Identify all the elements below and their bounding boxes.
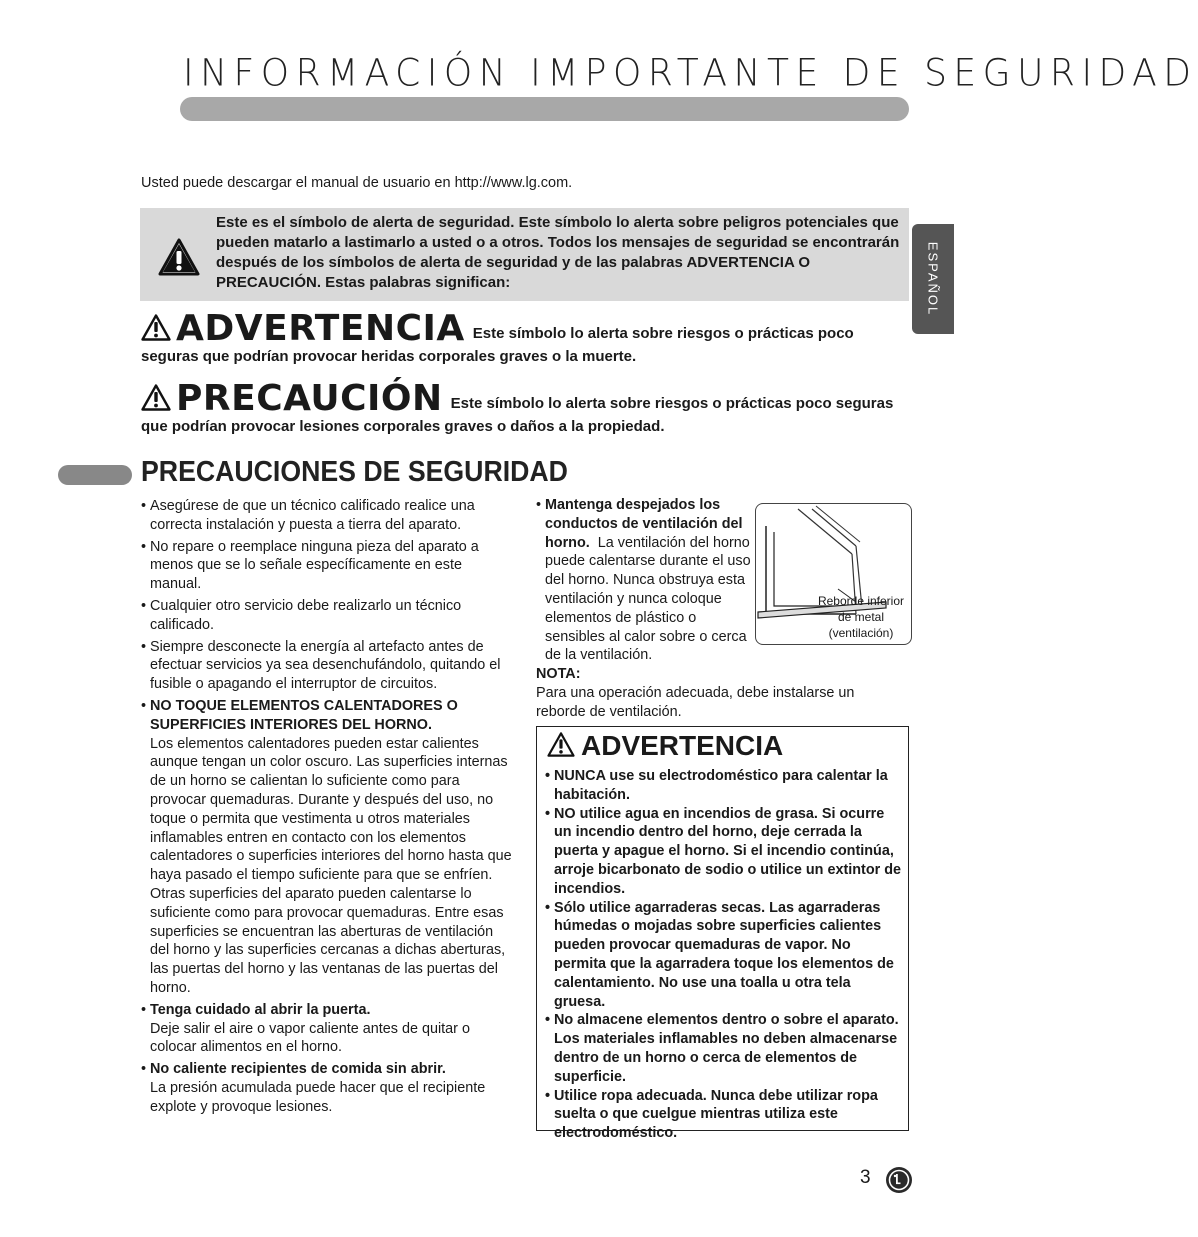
lg-logo-icon [885, 1166, 913, 1194]
left-column [141, 497, 513, 1120]
list-item: • Sólo utilice agarraderas secas. Las agarraderas húmedas o mojadas sobre superficies calientes pueden provocar quemaduras de vapor. No permita que la agarradera toque los elementos de calentamiento. No use una toalla u otra tela gruesa. [545, 899, 902, 1012]
safety-alert-text: Este es el símbolo de alerta de seguridad. Este símbolo lo alerta sobre peligros potenciales que pueden matarlo a lastimarlo a usted o a otros. Todos los mensajes de seguridad se encontrarán después de los símbolos de alerta de seguridad y de las palabras ADVERTENCIA O PRECAUCIÓN. Estas palabras significan: [216, 214, 900, 291]
vent-item [536, 496, 756, 668]
warning-box [536, 726, 909, 1142]
list-item: • NO TOQUE ELEMENTOS CALENTADORES O SUPERFICIES INTERIORES DEL HORNO. Los elementos calentadores pueden estar calientes aunque tengan un color oscuro. Las superficies internas de un horno se calientan lo suficiente como para provocar quemaduras. Durante y después del uso, no toque o permita que vestimenta u otros materiales inflamables entren en contacto con los elementos calentadores o superficies interiores del horno hasta que haya pasado el tiempo suficiente para que se enfríen. Otras superficies del aparato pueden calentarse lo suficiente como para provocar quemaduras. Entre esas superficies se encuentran las aberturas de ventilación del horno y las superficies cercanas a dichas aberturas, las puertas del horno y las ventanas de las puertas del horno. [141, 697, 513, 998]
section-title: PRECAUCIONES DE SEGURIDAD [141, 456, 568, 488]
warning-triangle-icon [547, 732, 575, 757]
language-tab [912, 224, 954, 334]
title-bar [180, 97, 909, 121]
language-tab-label: ESPAÑOL [925, 241, 941, 317]
list-item: • Cualquier otro servicio debe realizarlo un técnico calificado. [141, 597, 513, 635]
list-item: • No almacene elementos dentro o sobre el aparato. Los materiales inflamables no deben almacenarse dentro de un horno o cerca de elementos de superficie. [545, 1011, 902, 1086]
signal-word-caution [141, 378, 911, 438]
signal-word: PRECAUCIÓN [176, 378, 443, 419]
signal-word-text: Este símbolo lo alerta sobre riesgos o prácticas poco seguras que podrían provocar heridas corporales graves o la muerte. [141, 325, 854, 365]
note-label: NOTA: [536, 666, 581, 682]
page-title: INFORMACIÓN IMPORTANTE DE SEGURIDAD [183, 52, 1198, 96]
warning-triangle-icon [141, 384, 171, 411]
figure-caption: Reborde inferior de metal (ventilación) [817, 594, 905, 640]
signal-word: ADVERTENCIA [176, 308, 465, 349]
section-pill [58, 465, 132, 485]
list-item: • NUNCA use su electrodoméstico para calentar la habitación. [545, 767, 902, 805]
note-text: Para una operación adecuada, debe instalarse un reborde de ventilación. [536, 684, 855, 720]
list-item: • Asegúrese de que un técnico calificado realice una correcta instalación y puesta a tierra del aparato. [141, 497, 513, 535]
note [536, 665, 908, 721]
list-item: • Utilice ropa adecuada. Nunca debe utilizar ropa suelta o que cuelgue mientras utiliza este electrodoméstico. [545, 1087, 902, 1143]
page-number: 3 [860, 1167, 871, 1188]
safety-alert-box [140, 208, 909, 301]
list-item: • Siempre desconecte la energía al artefacto antes de efectuar servicios ya sea desenchufándolo, quitando el fusible o apagando el interruptor de circuitos. [141, 638, 513, 694]
intro-text: Usted puede descargar el manual de usuario en http://www.lg.com. [141, 175, 573, 191]
list-item: • Tenga cuidado al abrir la puerta. Deje salir el aire o vapor caliente antes de quitar o colocar alimentos en el horno. [141, 1001, 513, 1057]
list-item: • No repare o reemplace ninguna pieza del aparato a menos que se lo señale específicamente en este manual. [141, 538, 513, 594]
vent-illustration [755, 503, 912, 645]
signal-word-warning [141, 308, 911, 368]
list-item: • Mantenga despejados los conductos de ventilación del horno. La ventilación del horno puede calentarse durante el uso del horno. Nunca obstruya esta ventilación y nunca coloque elementos de plástico o sensibles al calor sobre o cerca de la ventilación. [536, 496, 756, 665]
warning-box-title: ADVERTENCIA [547, 730, 783, 762]
list-item: • NO utilice agua en incendios de grasa. Si ocurre un incendio dentro del horno, deje cerrada la puerta y apague el horno. Si el incendio continúa, arroje bicarbonato de sodio o utilice un extintor de incendios. [545, 805, 902, 899]
warning-triangle-icon [158, 238, 200, 276]
signal-word-text: Este símbolo lo alerta sobre riesgos o prácticas poco seguras que podrían provocar lesiones corporales graves o daños a la propiedad. [141, 395, 894, 435]
warning-triangle-icon [141, 314, 171, 341]
list-item: • No caliente recipientes de comida sin abrir. La presión acumulada puede hacer que el recipiente explote y provoque lesiones. [141, 1060, 513, 1116]
